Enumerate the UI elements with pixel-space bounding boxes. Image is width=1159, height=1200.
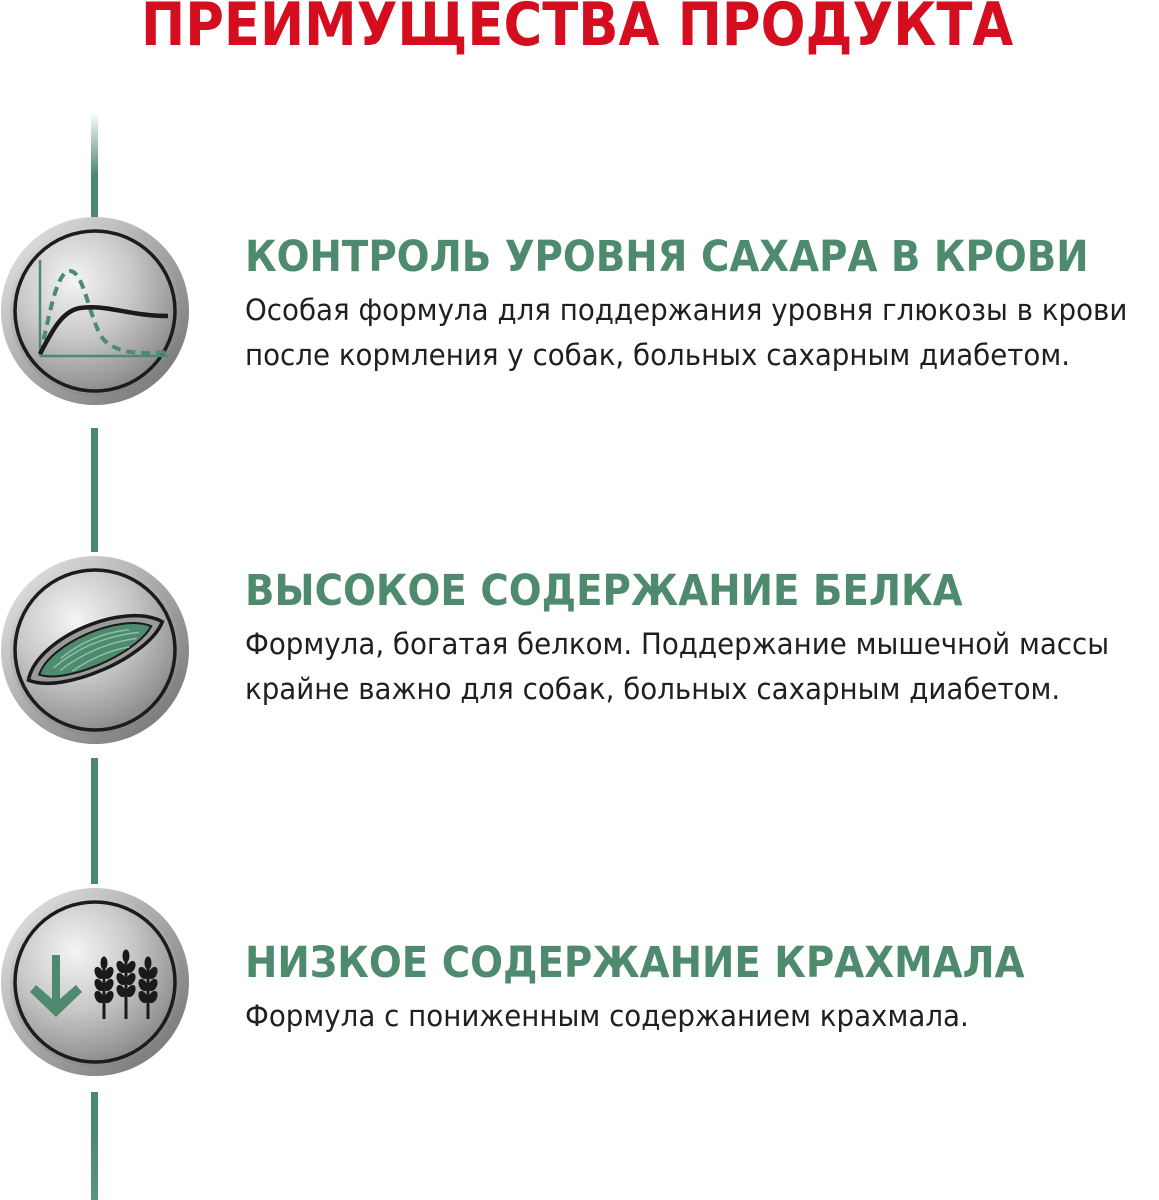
timeline-segment [91,112,98,217]
timeline-segment [91,758,98,884]
feature-block [245,932,1159,1039]
page-title: ПРЕИМУЩЕСТВА ПРОДУКТА [141,0,1014,60]
feature-description: Формула с пониженным содержанием крахмала. [245,999,969,1033]
feature-description: Особая формула для поддержания уровня глюкозы в крови после кормления у собак, больных сахарным диабетом. [245,293,1128,372]
feature-heading: НИЗКОЕ СОДЕРЖАНИЕ КРАХМАЛА [245,938,1025,988]
muscle-icon [0,555,190,745]
timeline-segment [91,1092,98,1200]
low-starch-grain-icon [0,887,190,1077]
feature-block [245,226,1159,378]
glucose-curve-icon [0,216,190,406]
feature-heading: КОНТРОЛЬ УРОВНЯ САХАРА В КРОВИ [245,232,1089,282]
feature-block [245,560,1159,712]
feature-heading: ВЫСОКОЕ СОДЕРЖАНИЕ БЕЛКА [245,566,963,616]
feature-description: Формула, богатая белком. Поддержание мышечной массы крайне важно для собак, больных сахарным диабетом. [245,627,1110,706]
timeline-segment [91,428,98,552]
